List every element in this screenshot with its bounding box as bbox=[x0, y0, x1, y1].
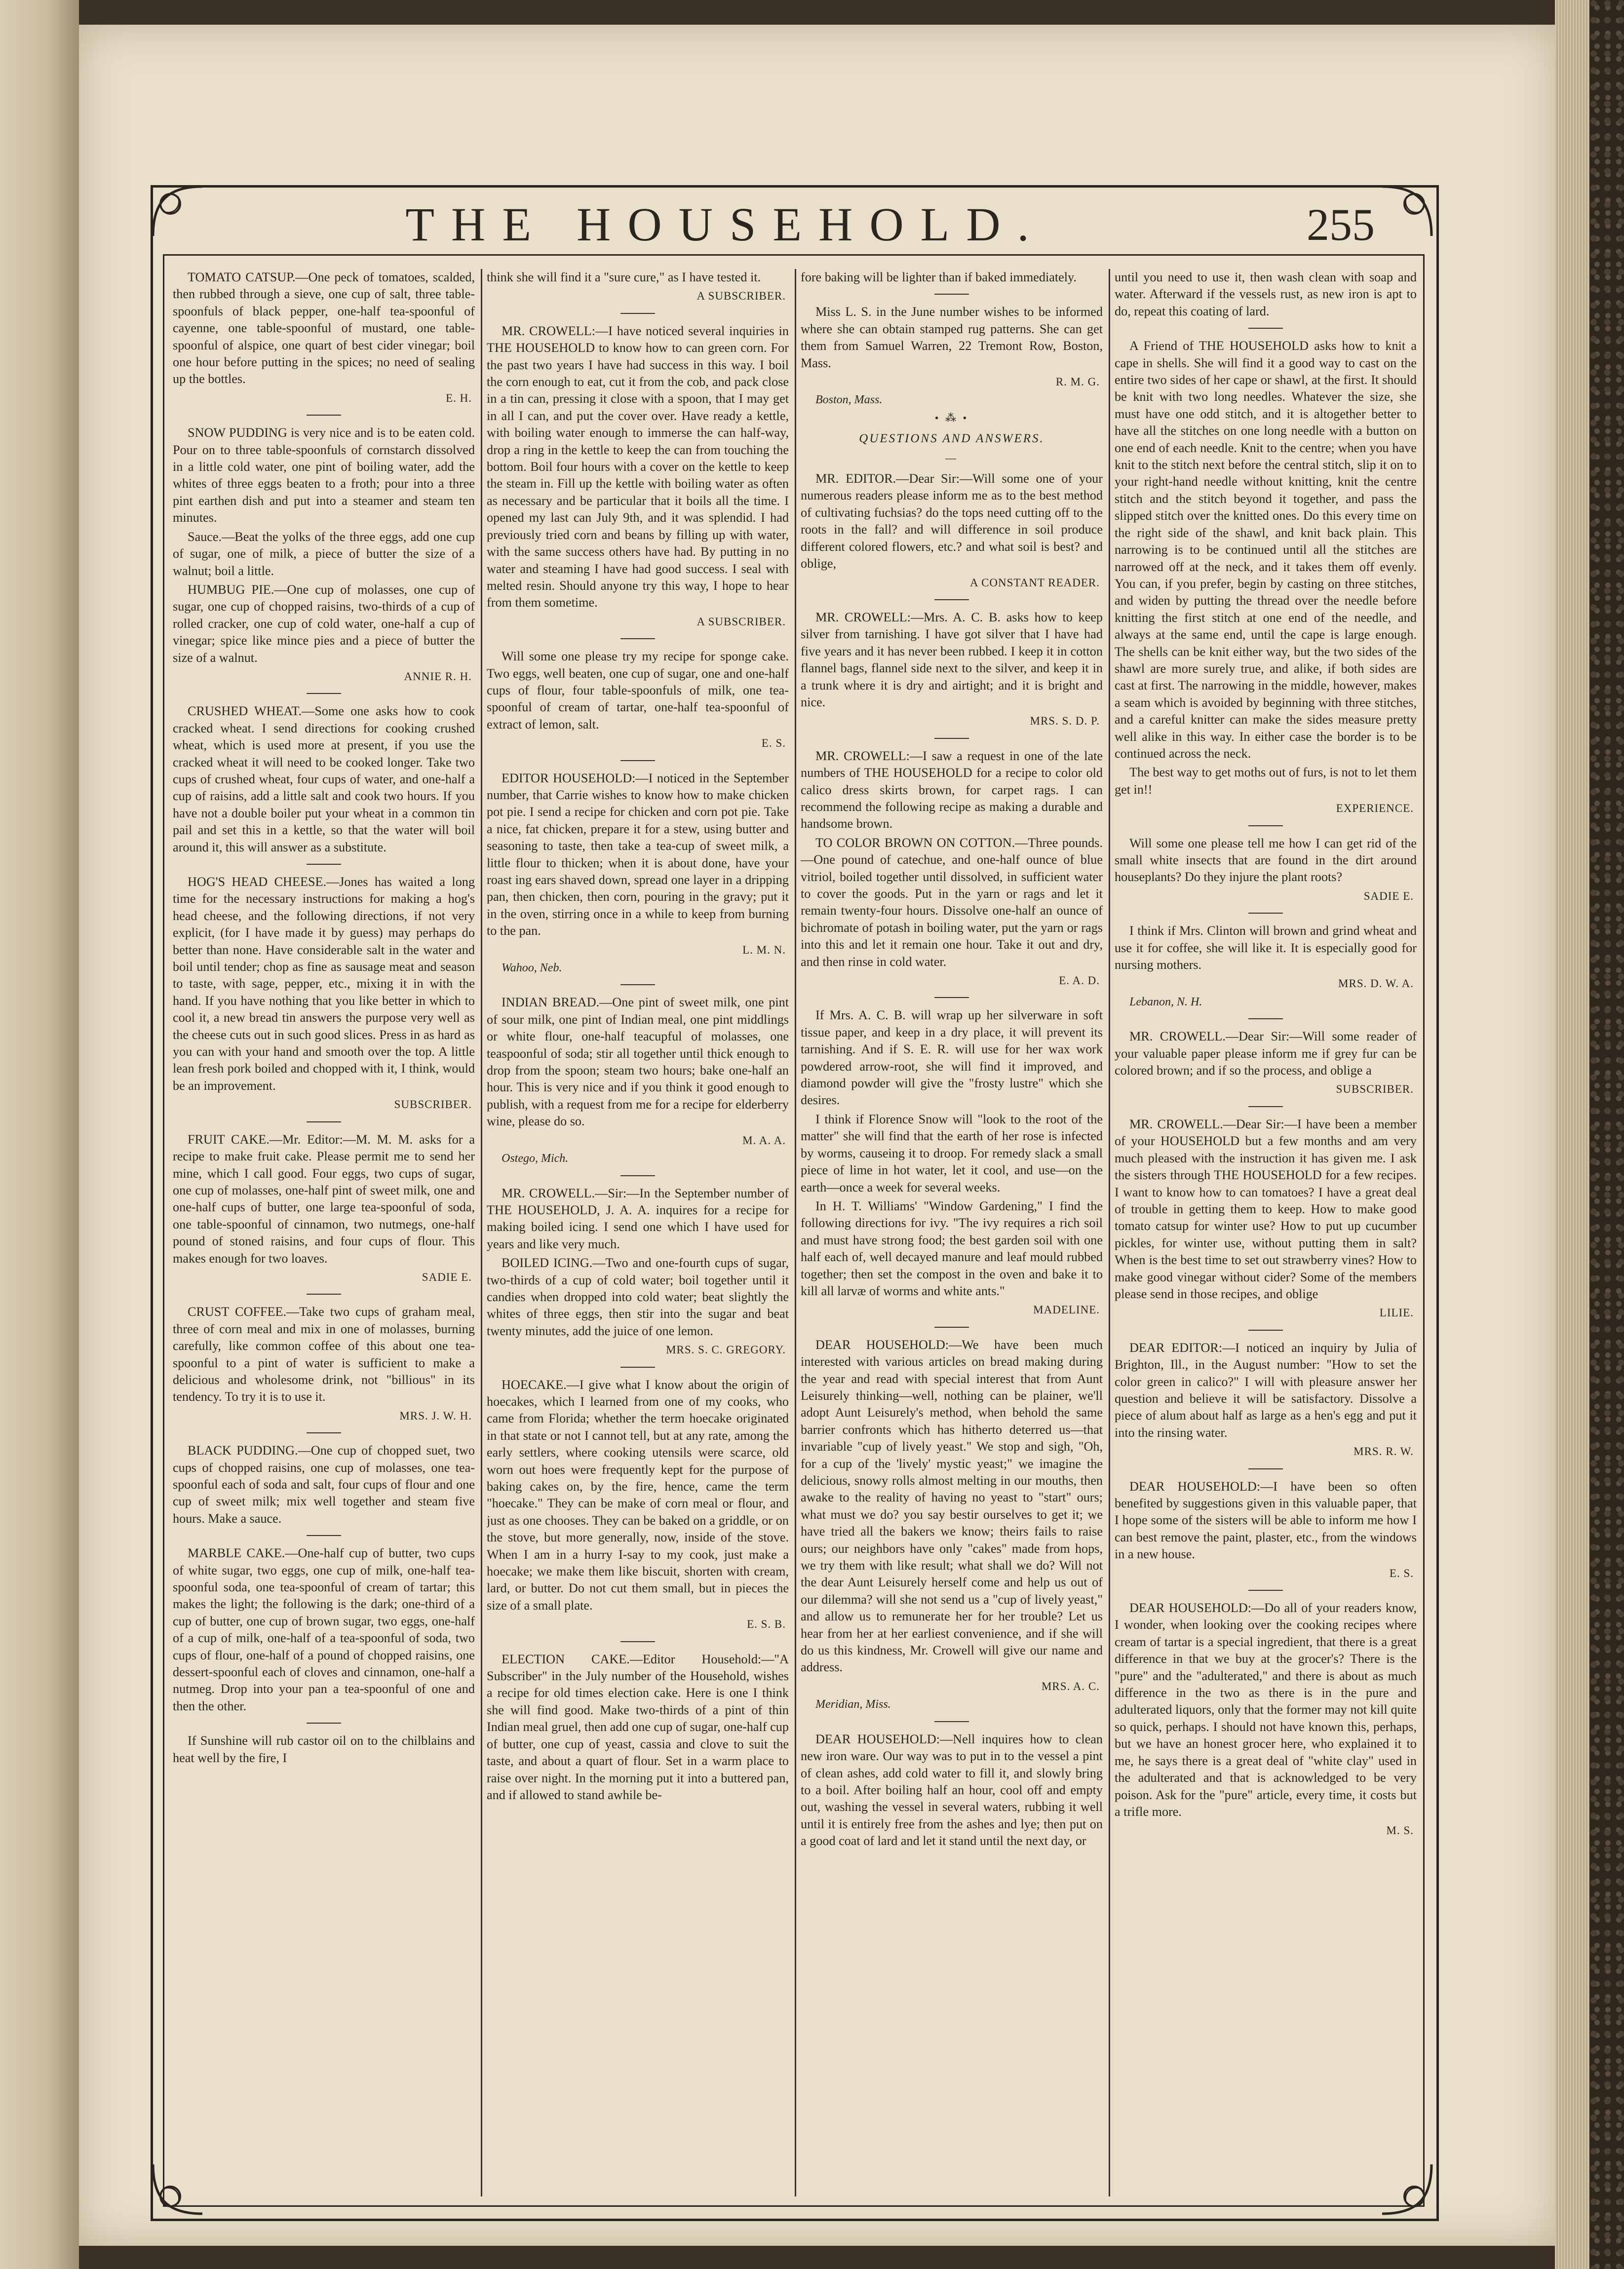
article-paragraph: INDIAN BREAD.—One pint of sweet milk, one pint of sour milk, one pint of Indian meal, one pint middlings or white flour, one-half teacupful of molasses, one teaspoonful of soda; stir all together until thick enough to drop from the spoon; steam two hours; bake one-half an hour. This is very nice and if you think it good enough to publish, with a request from me for a recipe for elderberry wine, please do so. bbox=[487, 995, 789, 1129]
article-separator bbox=[307, 1535, 341, 1536]
signature: E. S. bbox=[1389, 1567, 1414, 1579]
signature: SUBSCRIBER. bbox=[1336, 1083, 1414, 1096]
article-paragraph: MR. CROWELL:—I have noticed several inquiries in THE HOUSEHOLD to know how to can green corn. For the past two years I have had success in this way. I boil the corn enough to eat, cut it from the cob, and pack close in a tin can, pressing it close with a spoon, that I may get in all I can, and put the cover over. Have ready a kettle, with boiling water enough to immerse the can half-way, drop a ring in the kettle to keep the can from touching the bottom. Boil four hours with a cover on the kettle to keep the steam in. Fill up the kettle with boiling water as often as necessary and be particular that it boils all the time. I opened my last can July 9th, and it was splendid. I had previously tried corn and beans by filling up with water, with the same success others have had. By putting in no water and steaming I have had good success. I seal with melted resin. Should anyone try this way, I hope to hear from them sometime. bbox=[487, 323, 789, 610]
article-separator bbox=[307, 1121, 341, 1122]
article-paragraph: DEAR HOUSEHOLD:—I have been so often benefited by suggestions given in this valuable paper, that I hope some of the sisters will be able to inform me how I can best remove the paint, plaster, etc., from the windows in a new house. bbox=[1115, 1479, 1417, 1562]
article-separator bbox=[1248, 913, 1283, 914]
article-paragraph: ELECTION CAKE.—Editor Household:—"A Subscriber" in the July number of the Household, wishes a recipe for old times election cake. Here is one I think she will find good. Make two-thirds of a pint of thin Indian meal gruel, then add one cup of sugar, one-half cup of butter, one cup of yeast, cassia and clove to suit the taste, and about a quart of flour. Set in a warm place to raise over night. In the morning put it into a buttered pan, and if allowed to stand awhile be- bbox=[487, 1652, 789, 1802]
article-separator bbox=[620, 313, 655, 314]
article-paragraph: EDITOR HOUSEHOLD:—I noticed in the September number, that Carrie wishes to know how to make chicken pot pie. I send a recipe for chicken and corn pot pie. Take a nice, fat chicken, prepare it for a stew, using butter and seasoning to taste, then take a tea-cup of sweet milk, a little flour to thicken; when it is about done, have your roast ing ears shaved down, spread one layer in a dripping pan, then chicken, then corn, pouring in the gravy; put it in the oven, stirring once in a while to keep from burning to the pan. bbox=[487, 770, 789, 938]
dateline-place: Boston, Mass. bbox=[815, 393, 883, 407]
article-separator bbox=[934, 1721, 969, 1722]
article-separator bbox=[307, 415, 341, 416]
column-rule bbox=[481, 269, 482, 2196]
article-separator bbox=[307, 864, 341, 865]
article-paragraph: If Mrs. A. C. B. will wrap up her silverware in soft tissue paper, and keep in a dry place, it will prevent its tarnishing. And if S. E. R. will use for her wax work powdered arrow-root, she will find it improved, and diamond powder will give the "frosty lustre" which she desires. bbox=[801, 1008, 1103, 1108]
signature: EXPERIENCE. bbox=[1336, 802, 1414, 815]
article-paragraph: Will some one please tell me how I can get rid of the small white insects that are found in the dirt around houseplants? Do they injure the plant roots? bbox=[1115, 836, 1417, 885]
signature: R. M. G. bbox=[1055, 376, 1100, 388]
signature: A CONSTANT READER. bbox=[969, 576, 1100, 589]
article-separator bbox=[307, 693, 341, 694]
article-paragraph: MR. CROWELL:—Mrs. A. C. B. asks how to keep silver from tarnishing. I have got silver that I have had five years and it has never been rubbed. I keep it in cotton flannel bags, flannel side next to the silver, and keep it in a trunk where it is dry and airtight; and it is bright and nice. bbox=[801, 610, 1103, 709]
article-separator bbox=[934, 738, 969, 739]
article-paragraph: DEAR HOUSEHOLD:—Do all of your readers know, I wonder, when looking over the cooking recipes where cream of tartar is a special ingredient, that there is a great difference in that we buy at the grocer's? There is the "pure" and the "adulterated," and there is about as much difference in the two as there is in the pure and adulterated liquors, only that the former may not kill quite so quick, perhaps. I should not have known this, perhaps, but we have an honest grocer here, who explained it to me, he says there is a great deal of "white clay" used in the adulterated and that is acknowledged to be very poison. Ask for the "pure" article, every time, it costs but a trifle more. bbox=[1115, 1601, 1417, 1819]
article-paragraph: HUMBUG PIE.—One cup of molasses, one cup of sugar, one cup of chopped raisins, two-thirds of a cup of rolled cracker, one cup of cold water, one-half a cup of vinegar; spice like mince pies and a piece of butter the size of a walnut. bbox=[173, 582, 475, 665]
article-separator bbox=[307, 1723, 341, 1724]
signature: MRS. A. C. bbox=[1041, 1680, 1100, 1692]
article-paragraph: until you need to use it, then wash clean with soap and water. Afterward if the vessels rust, as new iron is apt to do, repeat this coating of lard. bbox=[1115, 270, 1417, 318]
signature: SUBSCRIBER. bbox=[394, 1098, 472, 1111]
article-paragraph: I think if Mrs. Clinton will brown and grind wheat and use it for coffee, she will like it. It is especially good for nursing mothers. bbox=[1115, 923, 1417, 972]
article-paragraph: If Sunshine will rub castor oil on to the chilblains and heat well by the fire, I bbox=[173, 1733, 475, 1765]
column-4 bbox=[1115, 269, 1417, 2196]
page-number: 255 bbox=[1307, 199, 1375, 250]
signature: MRS. R. W. bbox=[1353, 1445, 1414, 1458]
article-separator bbox=[620, 984, 655, 985]
book-edge bbox=[1555, 0, 1624, 2269]
marbled-cover bbox=[1589, 0, 1624, 2269]
signature: A SUBSCRIBER. bbox=[696, 290, 786, 303]
article-separator bbox=[1248, 1590, 1283, 1591]
signature: M. S. bbox=[1386, 1824, 1414, 1837]
article-paragraph: SNOW PUDDING is very nice and is to be eaten cold. Pour on to three table-spoonfuls of cornstarch dissolved in a little cold water, one pint of boiling water, add the whites of three eggs beaten to a froth; pour into a three pint earthen dish and put into a steamer and steam ten minutes. bbox=[173, 425, 475, 525]
article-paragraph: HOG'S HEAD CHEESE.—Jones has waited a long time for the necessary instructions for making a hog's head cheese, and the following directions, if not very explicit, (for I have made it by guess) may perhaps do better than none. Have considerable salt in the water and boil until tender; chop as fine as sausage meat and season to taste, with sage, pepper, etc., mixing it in with the hand. If you have nothing that you like better in which to cool it, a new bread tin answers the purpose very well as the cheese cuts out in such good slices. Press in as hard as you can with your hand and smooth over the top. A little lean fresh pork boiled and chopped with it, I think, would be an improvement. bbox=[173, 875, 475, 1093]
article-paragraph: FRUIT CAKE.—Mr. Editor:—M. M. M. asks for a recipe to make fruit cake. Please permit me to send her mine, which I call good. Four eggs, two cups of sugar, one cup of molasses, one-half pint of sweet milk, one and one-half cups of butter, one large tea-spoonful of soda, one table-spoonful of cinnamon, two nutmegs, one-half pound of stoned raisins, and four cups of flour. This makes enough for two loaves. bbox=[173, 1132, 475, 1266]
article-paragraph: MR. CROWELL:—I saw a request in one of the late numbers of THE HOUSEHOLD for a recipe to color old calico dress skirts brown, for carpet rags. I can recommend the following recipe as making a durable and handsome brown. bbox=[801, 748, 1103, 831]
signature: SADIE E. bbox=[422, 1270, 472, 1283]
ornament-rule-icon: — bbox=[945, 451, 958, 464]
article-separator bbox=[1248, 825, 1283, 826]
article-separator bbox=[620, 1367, 655, 1368]
dateline-place: Wahoo, Neb. bbox=[502, 961, 562, 975]
article-separator bbox=[934, 294, 969, 295]
signature: MRS. S. D. P. bbox=[1030, 715, 1100, 728]
column-2 bbox=[487, 269, 789, 2196]
signature: M. A. A. bbox=[742, 1134, 786, 1147]
signature: E. A. D. bbox=[1059, 974, 1100, 987]
article-paragraph: CRUSHED WHEAT.—Some one asks how to cook cracked wheat. I send directions for cooking crushed wheat, which is used more at present, if you use the cracked wheat it will need to be cooked longer. Take two cups of crushed wheat, four cups of water, and one-half a cup of raisins, add a little salt and cook two hours. If you have not a double boiler put your wheat in a common tin pail and set this in a kettle, so that the water will boil around it, this will answer as a substitute. bbox=[173, 704, 475, 854]
column-3 bbox=[801, 269, 1103, 2196]
article-paragraph: DEAR HOUSEHOLD:—We have been much interested with various articles on bread making during the year and read with special interest that from Aunt Leisurely thinking—well, nothing can be plainer, we'll adopt Aunt Leisurely's method, when behold the same barrier confronts which has hitherto deterred us—that invariable "cup of lively yeast." We stop and sigh, "Oh, for a cup of the 'lively' mystic yeast;" we imagine the delicious, snowy rolls almost melting in our mouths, then awake to the reality of having no yeast to "start" ours; what must we do? you say bestir ourselves to get it; we have tried all the bakers we know; theirs fails to raise ours; our neighbors have only "cakes" made from hops, we try them with like result; what shall we do? Will not the dear Aunt Leisurely herself come and help us out of our dilemma? will she not send us a "cup of lively yeast," and allow us to remunerate her for her trouble? Let us hear from her at her earliest convenience, and if she will do us this kindness, Mr. Crowell will give our name and address. bbox=[801, 1337, 1103, 1675]
corner-ornament-icon bbox=[148, 182, 207, 241]
article-paragraph: fore baking will be lighter than if baked immediately. bbox=[801, 270, 1077, 284]
article-paragraph: I think if Florence Snow will "look to the root of the matter" she will find that the earth of her rose is infected by worms, causeing it to droop. For remedy slack a small piece of lime in hot water, let it cool, and use—on the earth—once a week for several weeks. bbox=[801, 1112, 1103, 1194]
signature: ANNIE R. H. bbox=[404, 670, 472, 683]
column-rule bbox=[795, 269, 796, 2196]
left-page-binding bbox=[0, 0, 79, 2269]
article-separator bbox=[307, 1432, 341, 1433]
dateline-place: Meridian, Miss. bbox=[815, 1698, 891, 1711]
column-rule bbox=[1109, 269, 1110, 2196]
article-paragraph: HOECAKE.—I give what I know about the origin of hoecakes, which I learned from one of my cooks, who came from Florida; whether the term hoecake originated in that state or not I cannot tell, but at any rate, among the early settlers, where cooking utensils were scarce, old worn out hoes were frequently kept for the purpose of baking cakes on, by the fire, hence, came the term "hoecake." They can be make of corn meal or flour, and just as one chooses. They can be baked on a griddle, or on the stove, but more generally, now, inside of the stove. When I am in a hurry I-say to my cook, just make a hoecake; we make them like biscuit, shorten with cream, lard, or butter. Do not cut them small, but in pieces the size of a small plate. bbox=[487, 1377, 789, 1613]
article-paragraph: The best way to get moths out of furs, is not to let them get in!! bbox=[1115, 765, 1417, 797]
article-separator bbox=[620, 760, 655, 761]
article-paragraph: Miss L. S. in the June number wishes to be informed where she can obtain stamped rug patterns. She can get them from Samuel Warren, 22 Tremont Row, Boston, Mass. bbox=[801, 305, 1103, 370]
signature: MRS. S. C. GREGORY. bbox=[666, 1344, 786, 1356]
article-paragraph: TOMATO CATSUP.—One peck of tomatoes, scalded, then rubbed through a sieve, one cup of salt, three table-spoonfuls of black pepper, one-half tea-spoonful of cayenne, one table-spoonful of mustard, one table-spoonful of alspice, one quart of best cider vinegar; boil one hour before putting in the spices; no need of sealing up the bottles. bbox=[173, 270, 475, 386]
signature: A SUBSCRIBER. bbox=[696, 615, 786, 628]
article-paragraph: MR. EDITOR.—Dear Sir:—Will some one of your numerous readers please inform me as to the best method of cultivating fuchsias? do the tops need cutting off to the roots in the fall? and will difference in soil produce different colored flowers, etc.? and what soil is best? and oblige, bbox=[801, 471, 1103, 571]
masthead-title: THE HOUSEHOLD. bbox=[405, 198, 1046, 251]
article-separator bbox=[1248, 328, 1283, 329]
article-paragraph: CRUST COFFEE.—Take two cups of graham meal, three of corn meal and mix in one of molasses, burning carefully, like common coffee of this about one tea-spoonful to a pint of water is sufficient to make a delicious and wholesome drink, not "billious" in its tendency. To try it is to use it. bbox=[173, 1305, 475, 1404]
corner-ornament-icon bbox=[1377, 182, 1436, 241]
article-separator bbox=[620, 638, 655, 639]
article-paragraph: MR. CROWELL.—Sir:—In the September number of THE HOUSEHOLD, J. A. A. inquires for a recipe for making boiled icing. I send one which I have used for years and like very much. bbox=[487, 1186, 789, 1251]
article-paragraph: BLACK PUDDING.—One cup of chopped suet, two cups of chopped raisins, one cup of molasses, one tea-spoonful each of soda and salt, four cups of flour and one cup of sweet milk; mix well together and steam five hours. Make a sauce. bbox=[173, 1443, 475, 1526]
article-separator bbox=[1248, 1468, 1283, 1469]
ornament-rule-icon: • ⁂ • bbox=[934, 411, 969, 424]
dateline-place: Lebanon, N. H. bbox=[1129, 995, 1202, 1008]
article-paragraph: In H. T. Williams' "Window Gardening," I find the following directions for ivy. "The ivy requires a rich soil and must have strong food; the best garden soil with one half each of, well decayed manure and leaf mould rubbed together; then set the compost in the oven and bake it to kill all larvæ of worms and white ants." bbox=[801, 1198, 1103, 1298]
signature: MRS. J. W. H. bbox=[399, 1409, 472, 1422]
article-separator bbox=[1248, 1018, 1283, 1019]
article-columns bbox=[168, 269, 1417, 2196]
article-paragraph: DEAR EDITOR:—I noticed an inquiry by Julia of Brighton, Ill., in the August number: "How to set the color green in calico?" I will with pleasure answer her question and believe it will be satisfactory. Dissolve a piece of alum about half as large as a hen's egg and put it into the rinsing water. bbox=[1115, 1340, 1417, 1440]
article-paragraph: DEAR HOUSEHOLD:—Nell inquires how to clean new iron ware. Our way was to put in to the vessel a pint of clean ashes, add cold water to fill it, and slowly bring to a boil. After boiling half an hour, cool off and empty out, washing the vessel in several waters, rubbing it well until it is entirely free from the ashes and lye; then put on a good coat of lard and let it stand until the next day, or bbox=[801, 1731, 1103, 1848]
article-paragraph: TO COLOR BROWN ON COTTON.—Three pounds.—One pound of catechue, and one-half ounce of blue vitriol, boiled together until dissolved, in sufficient water to cover the goods. Put in the yarn or rags and let it remain twenty-four hours. Dissolve one-half an ounce of bichromate of potash in boiling water, put the yarn or rags into this and let it remain one hour. Take it out and dry, and then rinse in cold water. bbox=[801, 835, 1103, 969]
signature: MADELINE. bbox=[1033, 1304, 1100, 1316]
signature: E. H. bbox=[446, 391, 472, 404]
signature: MRS. D. W. A. bbox=[1338, 977, 1414, 990]
article-separator bbox=[934, 997, 969, 998]
article-separator bbox=[307, 1294, 341, 1295]
article-paragraph: MR. CROWELL.—Dear Sir:—I have been a member of your HOUSEHOLD but a few months and am very much pleased with the instruction it has given me. I ask the sisters through THE HOUSEHOLD for a few recipes. I want to know how to can tomatoes? I have a great deal of trouble in getting them to keep. How to make good tomato catsup for winter use? How to put up cucumber pickles, for winter use, without putting them in salt? When is the best time to set out strawberry vines? How to make good vinegar without cider? Some of the members please send in those recipes, and oblige bbox=[1115, 1116, 1417, 1301]
section-heading: QUESTIONS AND ANSWERS. bbox=[859, 432, 1044, 446]
article-paragraph: MARBLE CAKE.—One-half cup of butter, two cups of white sugar, two eggs, one cup of milk, one-half tea-spoonful soda, one tea-spoonful of cream of tartar; this makes the light; the following is the dark; one-third of a cup of butter, one cup of brown sugar, two eggs, one-half of a cup of milk, one-half of a tea-spoonful of soda, two cups of flour, one-half of a pound of chopped raisins, one dessert-spoonful each of cloves and cinnamon, one-half a nutmeg. Drop into your pan a tea-spoonful of one and then the other. bbox=[173, 1546, 475, 1713]
article-paragraph: Sauce.—Beat the yolks of the three eggs, add one cup of sugar, one of milk, a piece of butter the size of a walnut; boil a little. bbox=[173, 529, 475, 578]
article-separator bbox=[620, 1641, 655, 1642]
article-separator bbox=[1248, 1106, 1283, 1107]
article-separator bbox=[1248, 1330, 1283, 1331]
signature: E. S. bbox=[761, 737, 786, 750]
signature: LILIE. bbox=[1379, 1307, 1414, 1319]
article-paragraph: Will some one please try my recipe for sponge cake. Two eggs, well beaten, one cup of sugar, one and one-half cups of flour, four table-spoonfuls of milk, one tea-spoonful of cream of tartar, one-half tea-spoonful of extract of lemon, salt. bbox=[487, 649, 789, 731]
article-separator bbox=[934, 599, 969, 600]
article-paragraph: think she will find it a "sure cure," as I have tested it. bbox=[487, 270, 761, 284]
article-paragraph: MR. CROWELL.—Dear Sir:—Will some reader of your valuable paper please inform me if grey fur can be colored brown; and if so the process, and oblige a bbox=[1115, 1029, 1417, 1078]
dateline-place: Ostego, Mich. bbox=[502, 1152, 569, 1165]
article-paragraph: A Friend of THE HOUSEHOLD asks how to knit a cape in shells. She will find it a good way to cast on the entire two sides of her cape or shawl, at the first. It should be knit with two long needles. Whatever the size, she must have one odd stitch, and it is altogether better to have all the stitches on one long needle with a button on one end of each needle. Knit to the centre; when you have knit to the stitch next before the central stitch, slip it on to your right-hand needle without knitting, knit the centre stitch and the stitch beyond it together, and pass the slipped stitch over the knitted ones. Do this every time on the right side of the shawl, and knit back plain. This narrowing is to be continued until all the stitches are narrowed off at the neck, and it takes them off evenly. You can, if you prefer, begin by casting on three stitches, and widen by putting the thread over the needle before knitting the first stitch at one end of the needle, and always at the same end, until the cape is large enough. The shells can be knit either way, but the two sides of the shawl are more surely true, and alike, if both sides are cast at first. The narrowing in the middle, however, makes a seam which is avoided by beginning with three stitches, and a careful knitter can make the sides measure pretty well alike in this way. In either case the border is to be continued across the neck. bbox=[1115, 339, 1417, 761]
article-separator bbox=[620, 1175, 655, 1176]
signature: L. M. N. bbox=[742, 943, 786, 956]
signature: SADIE E. bbox=[1363, 889, 1414, 902]
article-separator bbox=[934, 1327, 969, 1328]
article-paragraph: BOILED ICING.—Two and one-fourth cups of sugar, two-thirds of a cup of cold water; boil together until it candies when dropped into cold water; beat slightly the whites of three eggs, then stir into the sugar and beat twenty minutes, add the juice of one lemon. bbox=[487, 1256, 789, 1338]
signature: E. S. B. bbox=[747, 1618, 786, 1631]
column-1 bbox=[173, 269, 475, 2196]
